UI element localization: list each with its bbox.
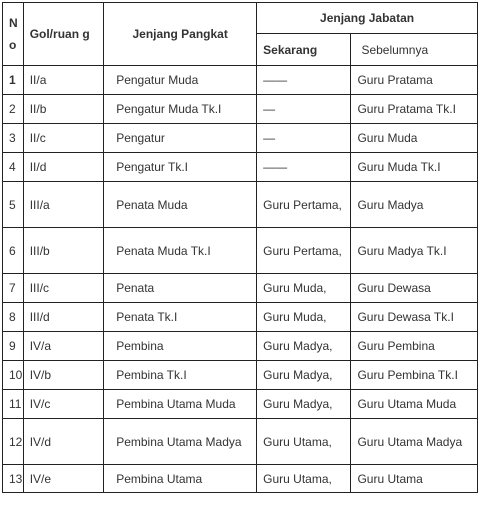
cell-sebelumnya: Guru Pratama (351, 66, 478, 95)
cell-no: 4 (3, 153, 24, 182)
cell-no: 2 (3, 95, 24, 124)
cell-gol-ruang: III/c (23, 274, 104, 303)
header-jenjang-pangkat: Jenjang Pangkat (104, 3, 257, 66)
cell-gol-ruang: II/b (23, 95, 104, 124)
cell-no: 9 (3, 332, 24, 361)
cell-jenjang-pangkat: Penata Muda (104, 182, 257, 228)
table-row (3, 153, 478, 182)
cell-gol-ruang: IV/d (23, 419, 104, 465)
cell-no: 3 (3, 124, 24, 153)
cell-jenjang-pangkat: Pengatur Muda Tk.I (104, 95, 257, 124)
table-row (3, 465, 478, 493)
table-row (3, 124, 478, 153)
cell-sebelumnya: Guru Muda Tk.I (351, 153, 478, 182)
cell-jenjang-pangkat: Pembina Utama (104, 465, 257, 493)
cell-sebelumnya: Guru Madya (351, 182, 478, 228)
cell-no: 13 (3, 465, 24, 493)
cell-sekarang: Guru Muda, (257, 303, 351, 332)
cell-sebelumnya: Guru Utama Madya (351, 419, 478, 465)
cell-sekarang: — (257, 124, 351, 153)
cell-jenjang-pangkat: Pengatur Muda (104, 66, 257, 95)
cell-jenjang-pangkat: Pembina Tk.I (104, 361, 257, 390)
cell-sekarang: Guru Pertama, (257, 228, 351, 274)
cell-jenjang-pangkat: Pembina Utama Muda (104, 390, 257, 419)
jenjang-table (2, 2, 478, 493)
cell-jenjang-pangkat: Penata Tk.I (104, 303, 257, 332)
table-row (3, 66, 478, 95)
cell-sebelumnya: Guru Utama (351, 465, 478, 493)
cell-sekarang: —— (257, 66, 351, 95)
table-header (3, 3, 478, 66)
cell-no: 11 (3, 390, 24, 419)
cell-sekarang: Guru Utama, (257, 465, 351, 493)
table-row (3, 182, 478, 228)
cell-gol-ruang: II/c (23, 124, 104, 153)
header-sebelumnya: Sebelumnya (351, 34, 478, 66)
cell-sebelumnya: Guru Pembina (351, 332, 478, 361)
cell-sebelumnya: Guru Pratama Tk.I (351, 95, 478, 124)
cell-no: 10 (3, 361, 24, 390)
header-gol-ruang: Gol/ruan g (23, 3, 104, 66)
cell-sebelumnya: Guru Dewasa (351, 274, 478, 303)
cell-gol-ruang: IV/c (23, 390, 104, 419)
table-row (3, 332, 478, 361)
table-row (3, 361, 478, 390)
cell-gol-ruang: IV/e (23, 465, 104, 493)
cell-sekarang: Guru Utama, (257, 419, 351, 465)
cell-sekarang: —— (257, 153, 351, 182)
cell-sebelumnya: Guru Madya Tk.I (351, 228, 478, 274)
table-row (3, 95, 478, 124)
cell-gol-ruang: II/a (23, 66, 104, 95)
table-row (3, 228, 478, 274)
cell-no: 7 (3, 274, 24, 303)
cell-jenjang-pangkat: Pembina (104, 332, 257, 361)
cell-gol-ruang: III/d (23, 303, 104, 332)
table-row (3, 274, 478, 303)
cell-gol-ruang: III/a (23, 182, 104, 228)
cell-gol-ruang: III/b (23, 228, 104, 274)
header-sekarang: Sekarang (257, 34, 351, 66)
cell-jenjang-pangkat: Penata Muda Tk.I (104, 228, 257, 274)
cell-gol-ruang: II/d (23, 153, 104, 182)
cell-no: 5 (3, 182, 24, 228)
cell-sekarang: Guru Pertama, (257, 182, 351, 228)
cell-gol-ruang: IV/b (23, 361, 104, 390)
cell-jenjang-pangkat: Penata (104, 274, 257, 303)
cell-sekarang: — (257, 95, 351, 124)
table-row (3, 303, 478, 332)
cell-jenjang-pangkat: Pengatur (104, 124, 257, 153)
table-body (3, 66, 478, 493)
cell-jenjang-pangkat: Pengatur Tk.I (104, 153, 257, 182)
header-row (3, 3, 478, 34)
cell-sebelumnya: Guru Utama Muda (351, 390, 478, 419)
header-jenjang-jabatan: Jenjang Jabatan (257, 3, 478, 34)
cell-sekarang: Guru Madya, (257, 332, 351, 361)
cell-sekarang: Guru Madya, (257, 361, 351, 390)
table-row (3, 419, 478, 465)
cell-sebelumnya: Guru Dewasa Tk.I (351, 303, 478, 332)
cell-sekarang: Guru Muda, (257, 274, 351, 303)
cell-no: 12 (3, 419, 24, 465)
cell-sekarang: Guru Madya, (257, 390, 351, 419)
cell-no: 1 (3, 66, 24, 95)
cell-no: 8 (3, 303, 24, 332)
cell-no: 6 (3, 228, 24, 274)
table-row (3, 390, 478, 419)
cell-sebelumnya: Guru Pembina Tk.I (351, 361, 478, 390)
cell-gol-ruang: IV/a (23, 332, 104, 361)
cell-sebelumnya: Guru Muda (351, 124, 478, 153)
cell-jenjang-pangkat: Pembina Utama Madya (104, 419, 257, 465)
header-no: N o (3, 3, 24, 66)
